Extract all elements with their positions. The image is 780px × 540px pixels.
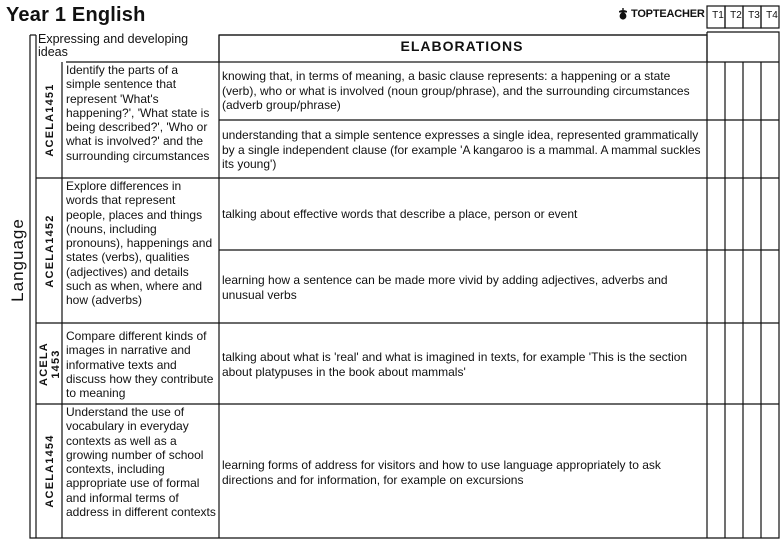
elaboration-item: talking about what is 'real' and what is imagined in texts, for example 'This is the section about platypuses in the book about mammals' <box>222 350 688 379</box>
elaborations-heading: ELABORATIONS <box>400 38 524 54</box>
term-3-header: T3 <box>748 10 760 21</box>
content-description: Explore differences in words that represent people, places and things (nouns, including pronouns), happenings and states (verbs), qualities (adjectives) and details such as when, where and how (adverbs) <box>66 179 213 308</box>
subheading: Expressing and developing ideas <box>38 32 189 59</box>
content-code: ACELA1454 <box>44 434 56 508</box>
brand-name: TOPTEACHER <box>631 8 705 20</box>
term-2-header: T2 <box>730 10 742 21</box>
content-description: Identify the parts of a simple sentence that represent 'What's happening?', 'What state is being described?', 'Who or what is involved?' and the surrounding circumstances <box>66 63 210 163</box>
elaboration-item: knowing that, in terms of meaning, a basic clause represents: a happening or a state (verb), who or what is involved (noun group/phrase), and the surrounding circumstances (adverb group/phrase) <box>222 69 690 112</box>
content-description: Understand the use of vocabulary in everyday contexts as well as a growing number of school contexts, including appropriate use of formal and informal terms of address in different contexts <box>66 405 216 520</box>
term-4-header: T4 <box>766 10 778 21</box>
elaboration-item: learning how a sentence can be made more vivid by adding adjectives, adverbs and unusual verbs <box>222 273 668 302</box>
content-code: ACELA1451 <box>44 83 56 157</box>
term-1-header: T1 <box>712 10 724 21</box>
content-code: ACELA1452 <box>44 213 56 288</box>
strand-label: Language <box>8 218 27 302</box>
elaboration-item: learning forms of address for visitors and how to use language appropriately to ask directions and for information, for example on excursions <box>222 458 661 487</box>
content-code: ACELA 1453 <box>38 341 62 386</box>
elaboration-item: talking about effective words that describe a place, person or event <box>222 207 578 221</box>
page-title: Year 1 English <box>6 4 146 26</box>
content-description: Compare different kinds of images in narrative and informative texts and discuss how they contribute to meaning <box>66 329 214 401</box>
elaboration-item: understanding that a simple sentence expresses a single idea, represented grammatically by a single independent clause (for example 'A kangaroo is a mammal. A mammal suckles its young') <box>222 128 701 171</box>
